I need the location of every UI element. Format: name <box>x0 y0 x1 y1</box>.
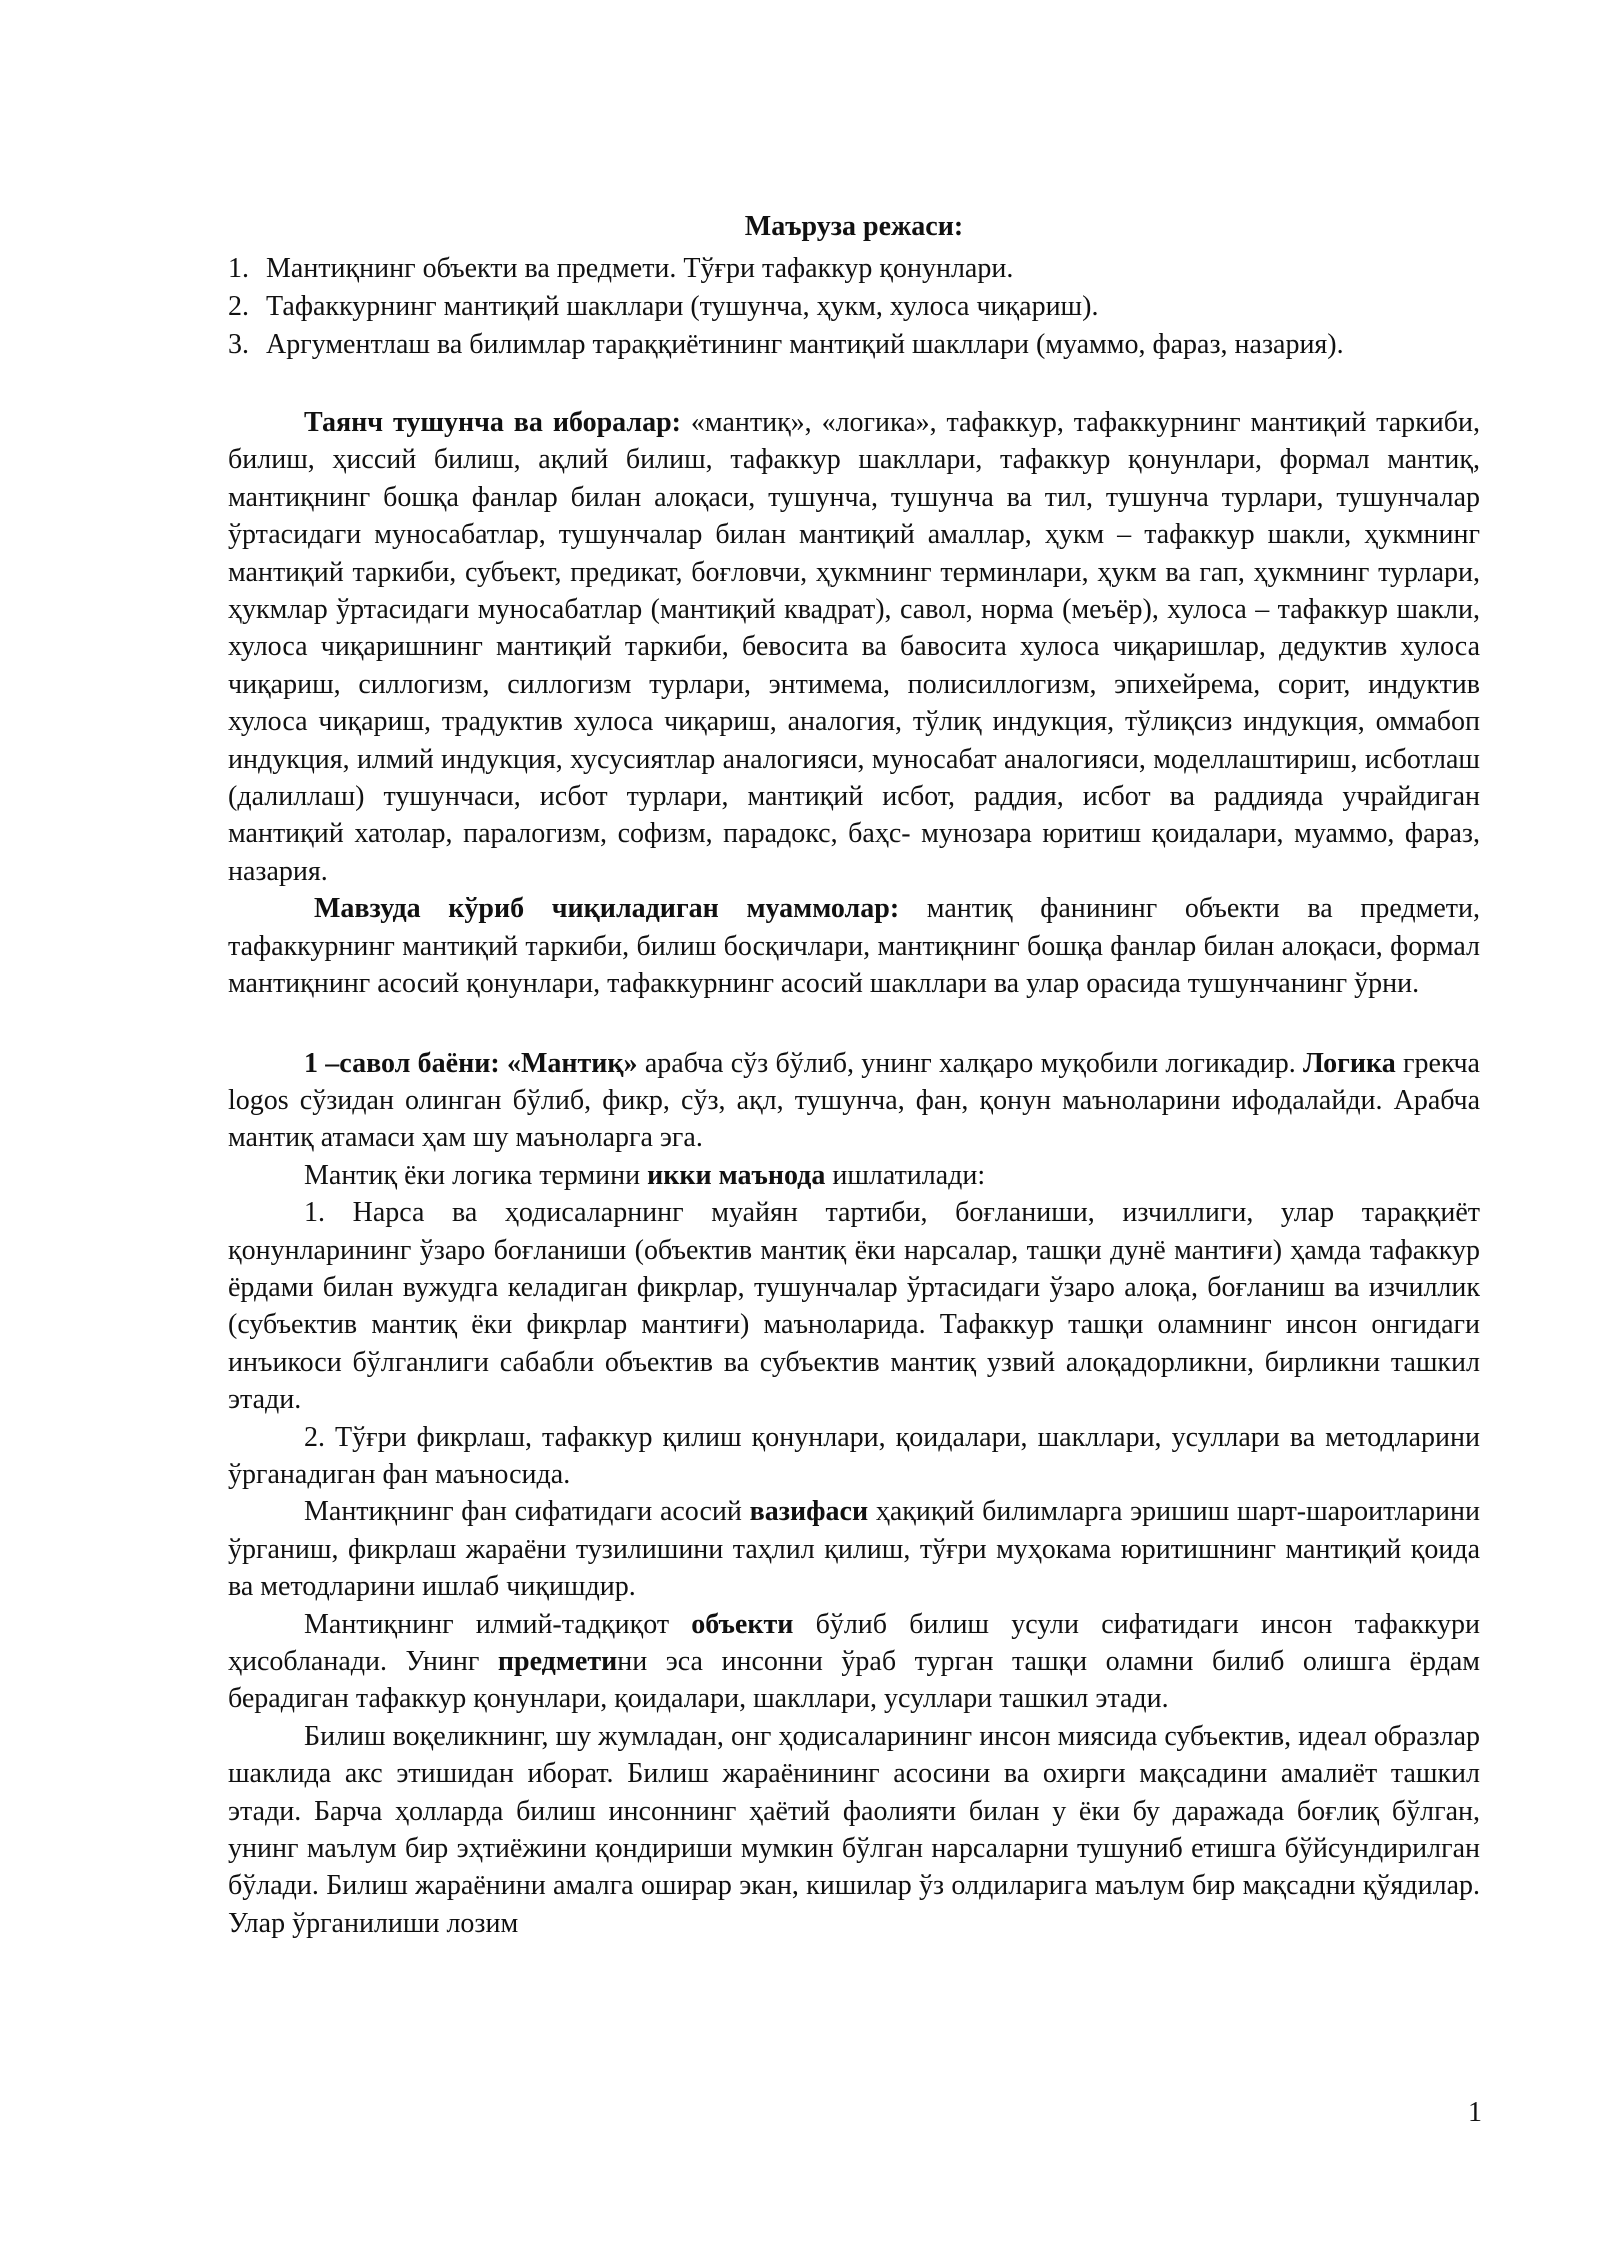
key-concepts-text: «мантиқ», «логика», тафаккур, тафаккурнинг мантиқий таркиби, билиш, ҳиссий билиш, ақлий билиш, тафаккур шакллари, тафаккур қонунлари, формал мантиқ, мантиқнинг бошқа фанлар билан алоқаси, тушунча, тушунча ва тил, тушунча турлари, тушунчалар ўртасидаги муносабатлар, тушунчалар билан мантиқий амаллар, ҳукм – тафаккур шакли, ҳукмнинг мантиқий таркиби, субъект, предикат, боғловчи, ҳукмнинг терминлари, ҳукм ва гап, ҳукмнинг турлари, ҳукмлар ўртасидаги муносабатлар (мантиқий квадрат), савол, норма (меъёр), хулоса – тафаккур шакли, хулоса чиқаришнинг мантиқий таркиби, бевосита ва бавосита хулоса чиқаришлар, дедуктив хулоса чиқариш, силлогизм, силлогизм турлари, энтимема, полисиллогизм, эпихейрема, сорит, индуктив хулоса чиқариш, традуктив хулоса чиқариш, аналогия, тўлиқ индукция, тўлиқсиз индукция, оммабоп индукция, илмий индукция, хусусиятлар аналогияси, муносабат аналогияси, моделлаштириш, исботлаш (далиллаш) тушунчаси, исбот турлари, мантиқий исбот, раддия, исбот ва раддияда учрайдиган мантиқий хатолар, паралогизм, софизм, парадокс, баҳс- мунозара юритиш қоидалари, муаммо, фараз, назария. <box>228 407 1480 887</box>
two-meanings-bold: икки маънода <box>647 1159 826 1191</box>
question1-text-1: арабча сўз бўлиб, унинг халқаро муқобили логикадир. <box>637 1047 1304 1079</box>
question1-term-logika: Логика <box>1303 1047 1396 1079</box>
plan-item-text: Мантиқнинг объекти ва предмети. Тўғри тафаккур қонунлари. <box>266 253 1014 284</box>
issues-label: Мавзуда кўриб чиқиладиган муаммолар: <box>314 893 900 925</box>
key-concepts-label: Таянч тушунча ва иборалар: <box>304 407 682 438</box>
task-paragraph <box>228 1493 1480 1605</box>
question1-label: 1 –савол баёни: <box>304 1047 500 1079</box>
key-concepts-paragraph <box>228 404 1480 890</box>
two-meanings-paragraph <box>228 1157 1480 1194</box>
plan-item <box>228 326 1480 364</box>
two-meanings-post: ишлатилади: <box>825 1159 986 1191</box>
meaning-1-paragraph: 1. Нарса ва ҳодисаларнинг муайян тартиби, боғланиши, изчиллиги, улар тараққиёт қонунларининг ўзаро боғланиши (объектив мантиқ ёки нарсалар, ташқи дунё мантиғи) ҳамда тафаккур ёрдами билан вужудга келадиган фикрлар, тушунчалар ўртасидаги ўзаро алоқа, боғланиш ва изчиллик (субъектив мантиқ ёки фикрлар мантиғи) маъноларида. Тафаккур ташқи оламнинг инсон онгидаги инъикоси бўлганлиги сабабли объектив ва субъектив мантиқ узвий алоқадорликни, бирликни ташкил этади. <box>228 1197 1480 1416</box>
meaning-2-paragraph: 2. Тўғри фикрлаш, тафаккур қилиш қонунлари, қоидалари, шакллари, усуллари ва методларини ўрганадиган фан маъносида. <box>228 1421 1480 1490</box>
object-paragraph <box>228 1606 1480 1718</box>
question1-text-2: грекча logos сўзидан олинган бўлиб, фикр, сўз, ақл, тушунча, фан, қонун маъноларини ифодалайди. Арабча мантиқ атамаси ҳам шу маъноларга эга. <box>228 1047 1480 1154</box>
plan-item <box>228 288 1480 326</box>
question1-term-mantiq: «Мантиқ» <box>499 1047 638 1079</box>
plan-item-number: 3. <box>228 329 249 360</box>
object-mid: бўлиб билиш усули сифатидаги инсон тафаккури ҳисобланади. Унинг <box>228 1608 1480 1677</box>
object-bold-subject: предмети <box>497 1646 618 1677</box>
object-pre: Мантиқнинг илмий-тадқиқот <box>304 1608 692 1640</box>
lecture-plan-heading: Маъруза режаси: <box>744 211 964 242</box>
plan-item-number: 2. <box>228 291 249 322</box>
lecture-plan-list <box>228 250 1480 364</box>
issues-paragraph <box>228 890 1480 1002</box>
plan-item-text: Аргументлаш ва билимлар тараққиётининг мантиқий шакллари (муаммо, фараз, назария). <box>266 329 1344 360</box>
issues-text: мантиқ фанининг объекти ва предмети, тафаккурнинг мантиқий таркиби, билиш босқичлари, мантиқнинг бошқа фанлар билан алоқаси, формал мантиқнинг асосий қонунлари, тафаккурнинг асосий шакллари ва улар орасида тушунчанинг ўрни. <box>228 893 1480 1000</box>
page-number: 1 <box>1468 2097 1482 2128</box>
task-post: ҳақиқий билимларга эришиш шарт-шароитларини ўрганиш, фикрлаш жараёни тузилишини таҳлил қилиш, тўғри муҳокама юритишнинг мантиқий қоида ва методларини ишлаб чиқишдир. <box>228 1496 1480 1603</box>
cognition-paragraph: Билиш воқеликнинг, шу жумладан, онг ҳодисаларининг инсон миясида субъектив, идеал образлар шаклида акс этишидан иборат. Билиш жараёнининг асосини ва охирги мақсадини амалиёт ташкил этади. Барча ҳолларда билиш инсоннинг ҳаётий фаолияти билан у ёки бу даражада боғлиқ бўлган, унинг маълум бир эҳтиёжини қондириши мумкин бўлган нарсаларни тушуниб етишга бўйсундирилган бўлади. Билиш жараёнини амалга оширар экан, кишилар ўз олдиларига маълум бир мақсадни қўядилар. Улар ўрганилиши лозим <box>228 1720 1480 1939</box>
question1-paragraph <box>228 1045 1480 1157</box>
plan-item-number: 1. <box>228 253 249 284</box>
document-page <box>228 208 1480 1942</box>
object-post: ни эса инсонни ўраб турган ташқи оламни билиб олишга ёрдам берадиган тафаккур қонунлари, қоидалари, шакллари, усуллари ташкил этади. <box>228 1646 1480 1715</box>
plan-item <box>228 250 1480 288</box>
task-bold: вазифаси <box>749 1496 869 1528</box>
two-meanings-pre: Мантиқ ёки логика термини <box>304 1159 648 1191</box>
task-pre: Мантиқнинг фан сифатидаги асосий <box>304 1496 750 1528</box>
object-bold-object: объекти <box>691 1608 794 1640</box>
plan-item-text: Тафаккурнинг мантиқий шакллари (тушунча, ҳукм, хулоса чиқариш). <box>266 291 1099 322</box>
